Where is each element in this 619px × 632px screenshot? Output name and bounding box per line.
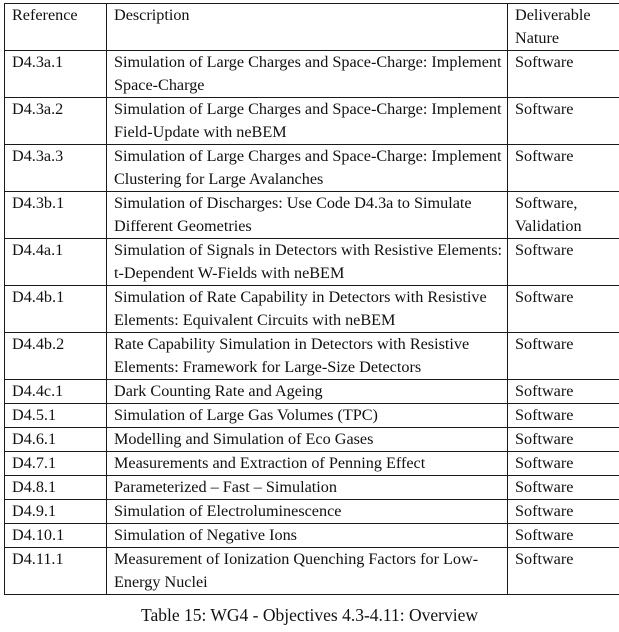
cell-nature: Software [508, 239, 619, 286]
table-row [5, 380, 619, 404]
cell-reference: D4.4b.2 [5, 333, 107, 380]
cell-reference: D4.4b.1 [5, 286, 107, 333]
table-header-row [5, 4, 619, 51]
table-row [5, 476, 619, 500]
cell-description: Simulation of Negative Ions [107, 524, 508, 548]
cell-reference: D4.9.1 [5, 500, 107, 524]
header-description: Description [107, 4, 508, 51]
cell-description: Simulation of Signals in Detectors with Resistive Elements: t-Dependent W-Fields with neBEM [107, 239, 508, 286]
cell-description: Parameterized – Fast – Simulation [107, 476, 508, 500]
cell-reference: D4.7.1 [5, 452, 107, 476]
cell-reference: D4.3b.1 [5, 192, 107, 239]
cell-nature: Software [508, 428, 619, 452]
header-reference: Reference [5, 4, 107, 51]
cell-description: Simulation of Large Charges and Space-Charge: Implement Field-Update with neBEM [107, 98, 508, 145]
cell-nature: Software [508, 524, 619, 548]
table-row [5, 239, 619, 286]
table-caption: Table 15: WG4 - Objectives 4.3-4.11: Overview [140, 605, 479, 625]
cell-description: Measurements and Extraction of Penning Effect [107, 452, 508, 476]
table-row [5, 500, 619, 524]
cell-description: Rate Capability Simulation in Detectors with Resistive Elements: Framework for Large-Size Detectors [107, 333, 508, 380]
cell-nature: Software, Validation [508, 192, 619, 239]
cell-reference: D4.5.1 [5, 404, 107, 428]
cell-description: Dark Counting Rate and Ageing [107, 380, 508, 404]
cell-nature: Software [508, 98, 619, 145]
cell-nature: Software [508, 145, 619, 192]
table-row [5, 51, 619, 98]
cell-nature: Software [508, 548, 619, 595]
cell-reference: D4.4a.1 [5, 239, 107, 286]
cell-nature: Software [508, 380, 619, 404]
cell-nature: Software [508, 452, 619, 476]
cell-nature: Software [508, 333, 619, 380]
cell-reference: D4.10.1 [5, 524, 107, 548]
table-row [5, 428, 619, 452]
cell-description: Simulation of Electroluminescence [107, 500, 508, 524]
cell-nature: Software [508, 500, 619, 524]
cell-description: Simulation of Large Gas Volumes (TPC) [107, 404, 508, 428]
cell-nature: Software [508, 476, 619, 500]
table-row [5, 333, 619, 380]
cell-description: Measurement of Ionization Quenching Factors for Low-Energy Nuclei [107, 548, 508, 595]
table-row [5, 404, 619, 428]
cell-description: Modelling and Simulation of Eco Gases [107, 428, 508, 452]
cell-reference: D4.11.1 [5, 548, 107, 595]
cell-description: Simulation of Rate Capability in Detectors with Resistive Elements: Equivalent Circuits with neBEM [107, 286, 508, 333]
cell-reference: D4.8.1 [5, 476, 107, 500]
cell-reference: D4.3a.3 [5, 145, 107, 192]
table-row [5, 524, 619, 548]
cell-description: Simulation of Discharges: Use Code D4.3a to Simulate Different Geometries [107, 192, 508, 239]
cell-nature: Software [508, 51, 619, 98]
table-row [5, 145, 619, 192]
cell-description: Simulation of Large Charges and Space-Charge: Implement Space-Charge [107, 51, 508, 98]
table-row [5, 286, 619, 333]
cell-description: Simulation of Large Charges and Space-Charge: Implement Clustering for Large Avalanches [107, 145, 508, 192]
deliverables-table [4, 3, 619, 595]
cell-reference: D4.3a.2 [5, 98, 107, 145]
table-row [5, 452, 619, 476]
table-row [5, 548, 619, 595]
table-row [5, 98, 619, 145]
cell-nature: Software [508, 404, 619, 428]
cell-reference: D4.6.1 [5, 428, 107, 452]
header-deliverable-nature: Deliverable Nature [508, 4, 619, 51]
table-row [5, 192, 619, 239]
cell-nature: Software [508, 286, 619, 333]
cell-reference: D4.4c.1 [5, 380, 107, 404]
cell-reference: D4.3a.1 [5, 51, 107, 98]
